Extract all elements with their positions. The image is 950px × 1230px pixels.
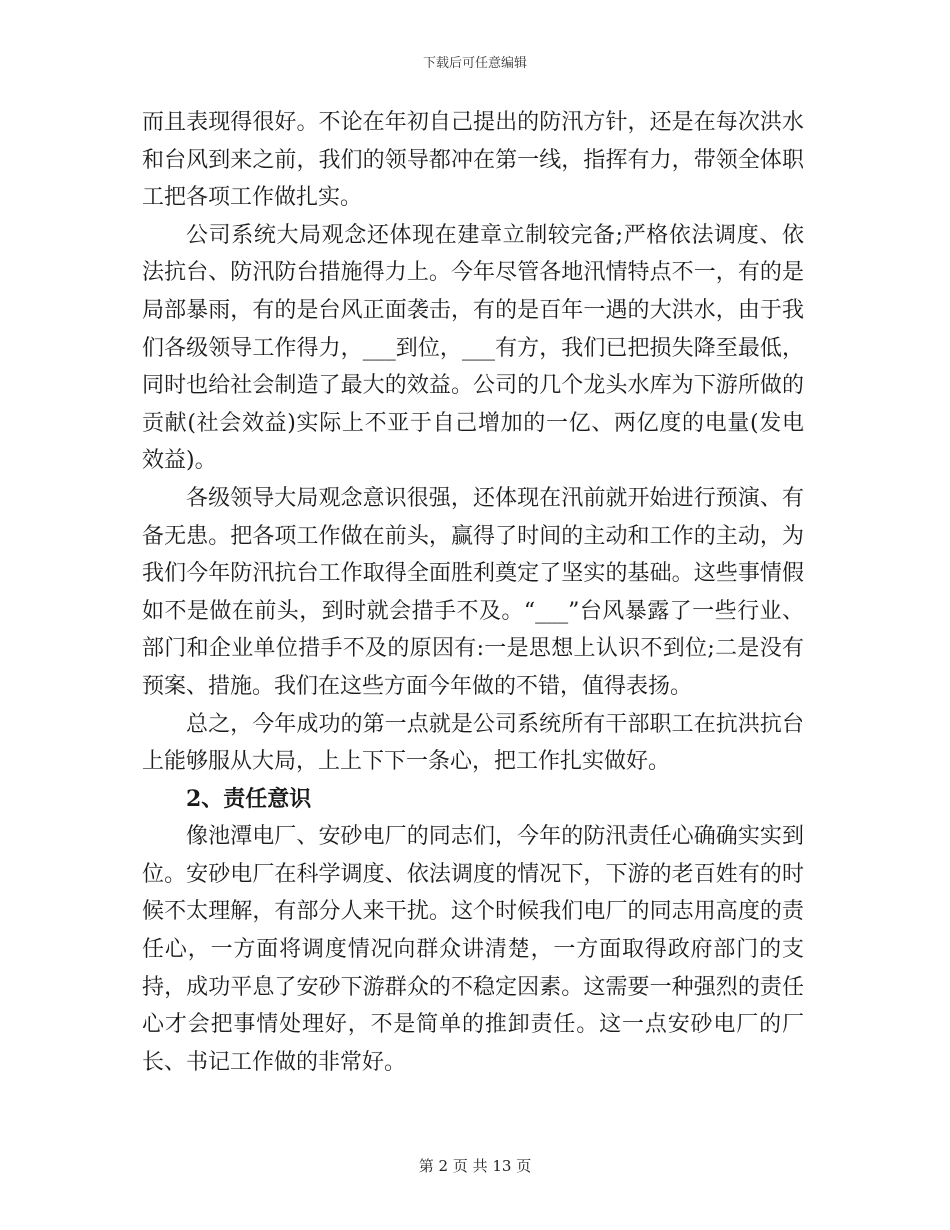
paragraph-responsibility: 像池潭电厂、安砂电厂的同志们，今年的防汛责任心确确实实到位。安砂电厂在科学调度、依法调度的情况下，下游的老百姓有的时候不太理解，有部分人来干扰。这个时候我们电厂的同志用高度的责任心，一方面将调度情况向群众讲清楚，一方面取得政府部门的支持，成功平息了安砂下游群众的不稳定因素。这需要一种强烈的责任心才会把事情处理好，不是简单的推卸责任。这一点安砂电厂的厂长、书记工作做的非常好。: [142, 824, 804, 1075]
paragraph-preparation: 各级领导大局观念意识很强，还体现在汛前就开始进行预演、有备无患。把各项工作做在前头，赢得了时间的主动和工作的主动，为我们今年防汛抗台工作取得全面胜利奠定了坚实的基础。这些事情假如不是做在前头，到时就会措手不及。“___”台风暴露了一些行业、部门和企业单位措手不及的原因有:一是思想上认识不到位;二是没有预案、措施。我们在这些方面今年做的不错，值得表扬。: [142, 485, 804, 699]
document-body: [142, 104, 804, 1081]
paragraph-continued: 而且表现得很好。不论在年初自己提出的防汛方针，还是在每次洪水和台风到来之前，我们的领导都冲在第一线，指挥有力，带领全体职工把各项工作做扎实。: [142, 110, 804, 211]
paragraph-regulations: 公司系统大局观念还体现在建章立制较完备;严格依法调度、依法抗台、防汛防台措施得力上。今年尽管各地汛情特点不一，有的是局部暴雨，有的是台风正面袭击，有的是百年一遇的大洪水，由于我们各级领导工作得力，___到位，___有方，我们已把损失降至最低，同时也给社会制造了最大的效益。公司的几个龙头水库为下游所做的贡献(社会效益)实际上不亚于自己增加的一亿、两亿度的电量(发电效益)。: [142, 222, 804, 474]
section-heading: 2、责任意识: [186, 785, 312, 812]
page-header: 下载后可任意编辑: [422, 56, 527, 71]
paragraph-summary: 总之，今年成功的第一点就是公司系统所有干部职工在抗洪抗台上能够服从大局，上上下下一条心，把工作扎实做好。: [142, 711, 804, 775]
page-number: 第 2 页 共 13 页: [418, 1157, 532, 1175]
